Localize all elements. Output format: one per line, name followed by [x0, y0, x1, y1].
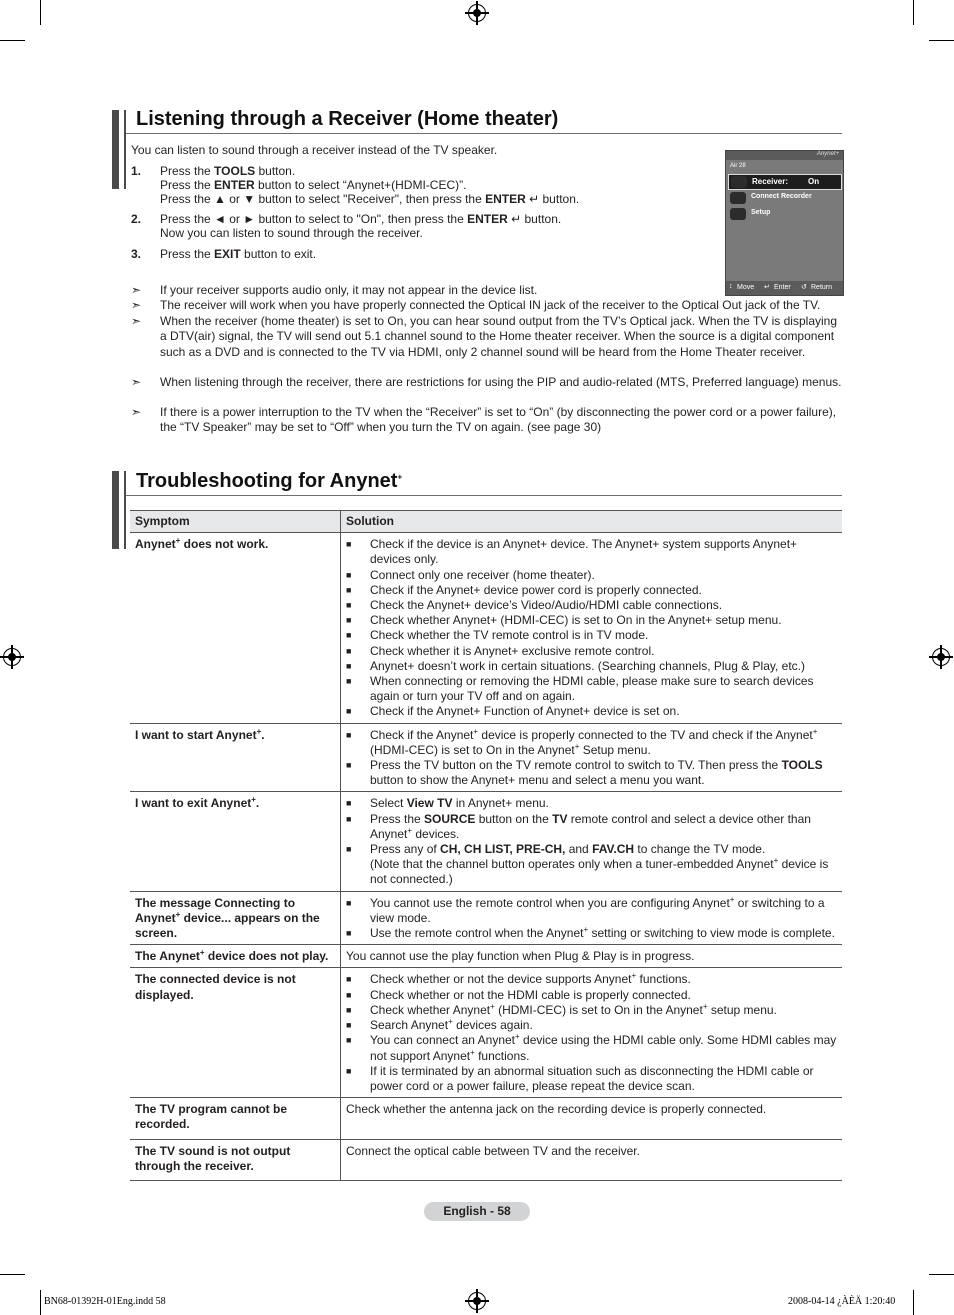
osd-row-connect-recorder — [728, 191, 840, 205]
solution-cell: Check whether the antenna jack on the recording device is properly connected. — [341, 1098, 843, 1139]
registration-mark-icon — [932, 648, 950, 666]
list-item: ■ Press the TV button on the TV remote control to switch to TV. Then press the TOOLS button to show the Anynet+ menu and select a menu you want. — [346, 758, 837, 788]
note-1 — [131, 283, 843, 298]
step-number: 3. — [131, 247, 142, 261]
registration-mark-icon — [468, 1292, 486, 1310]
enter-icon: ↵ — [529, 192, 540, 206]
crop-mark — [0, 40, 25, 41]
troubleshooting-table — [130, 510, 842, 1181]
page-number-badge: English - 58 — [424, 1202, 530, 1221]
table-row — [130, 533, 842, 723]
note-2 — [131, 298, 843, 313]
recorder-icon — [730, 192, 746, 204]
table-row — [130, 1098, 842, 1139]
enter-icon: ↵ — [511, 212, 522, 226]
table-row — [130, 945, 842, 968]
crop-mark — [40, 0, 41, 25]
note-arrow-icon: ➣ — [131, 298, 142, 312]
solution-header: Solution — [341, 511, 843, 533]
note-text: When the receiver (home theater) is set to On, you can hear sound output from the TV’s Optical jack. When the TV is displaying a DTV(air) signal, the TV will send out 5.1 channel sound to the Home theater receiver. When the source is a digital component such as a DVD and is connected to the TV via HDMI, only 2 channel sound will be heard from the Home Theater receiver. — [160, 314, 838, 359]
note-3 — [131, 314, 843, 360]
list-item: ■ Press any of CH, CH LIST, PRE-CH, and FAV.CH to change the TV mode. (Note that the channel button operates only when a tuner-embedded Anynet+ device is not connected.) — [346, 842, 837, 888]
step-1 — [131, 164, 701, 208]
crop-mark — [929, 1274, 954, 1275]
table-row — [130, 723, 842, 792]
solution-cell — [341, 968, 843, 1098]
step-line: Now you can listen to sound through the receiver. — [160, 226, 423, 240]
osd-row-label: Setup — [751, 209, 771, 216]
list-item: ■ Select View TV in Anynet+ menu. — [346, 796, 837, 811]
gear-icon — [730, 208, 746, 220]
section-marker-bar — [119, 471, 124, 549]
enter-icon: ↵ — [764, 284, 770, 291]
list-item: ■ Check if the Anynet+ device power cord is properly connected. — [346, 583, 837, 598]
section-title-troubleshooting — [136, 470, 402, 493]
step-number: 2. — [131, 212, 142, 226]
note-arrow-icon: ➣ — [131, 375, 142, 389]
osd-row-label: Connect Recorder — [751, 193, 812, 200]
section-title-text: Troubleshooting for Anynet — [136, 470, 398, 492]
osd-brand: Anynet+ — [816, 151, 839, 157]
symptom-cell: The Anynet+ device does not play. — [130, 945, 341, 968]
symptom-cell: I want to exit Anynet+. — [130, 792, 341, 891]
list-item: ■ Check if the device is an Anynet+ device. The Anynet+ system supports Anynet+ devices only. — [346, 537, 837, 567]
section-marker-bar — [119, 110, 124, 189]
date-slug: 2008-04-14 ¿ÀÈÄ 1:20:40 — [788, 1296, 896, 1307]
step-2 — [131, 212, 701, 242]
symptom-header: Symptom — [130, 511, 341, 533]
symptom-cell: Anynet+ does not work. — [130, 533, 341, 723]
note-text: When listening through the receiver, there are restrictions for using the PIP and audio-related (MTS, Preferred language) menus. — [160, 375, 842, 389]
table-row — [130, 792, 842, 891]
speaker-icon — [731, 176, 747, 188]
symptom-cell: The TV program cannot be recorded. — [130, 1098, 341, 1139]
note-arrow-icon: ➣ — [131, 314, 142, 328]
registration-mark-icon — [468, 4, 486, 22]
crop-mark — [40, 1290, 41, 1315]
file-slug: BN68-01392H-01Eng.indd 58 — [44, 1296, 166, 1307]
step-text: Press the EXIT button to exit. — [160, 247, 317, 261]
list-item: ■ Check the Anynet+ device’s Video/Audio/HDMI cable connections. — [346, 598, 837, 613]
list-item: ■ Press the SOURCE button on the TV remote control and select a device other than Anynet+ devices. — [346, 812, 837, 842]
step-3 — [131, 247, 701, 263]
solution-cell: Connect the optical cable between TV and the receiver. — [341, 1139, 843, 1180]
list-item: ■ You can connect an Anynet+ device using the HDMI cable only. Some HDMI cables may not support Anynet+ functions. — [346, 1033, 837, 1063]
crop-mark — [929, 40, 954, 41]
osd-channel: Air 28 — [730, 163, 746, 169]
registration-mark-icon — [3, 648, 21, 666]
list-item: ■ Check whether the TV remote control is in TV mode. — [346, 628, 837, 643]
solution-cell — [341, 533, 843, 723]
section-rule — [126, 495, 842, 496]
list-item: ■ If it is terminated by an abnormal situation such as disconnecting the HDMI cable or power cord or a power failure, please repeat the device scan. — [346, 1064, 837, 1094]
crop-mark — [913, 1290, 914, 1315]
osd-footer-enter: Enter — [774, 284, 791, 291]
note-arrow-icon: ➣ — [131, 405, 142, 419]
crop-mark — [913, 0, 914, 25]
list-item: ■ When connecting or removing the HDMI cable, please make sure to search devices again or turn your TV off and on again. — [346, 674, 837, 704]
list-item: ■ Check whether it is Anynet+ exclusive remote control. — [346, 644, 837, 659]
osd-row-label: Receiver: — [752, 177, 789, 186]
table-row — [130, 1139, 842, 1180]
title-superscript: + — [397, 472, 403, 482]
step-text: Press the ◄ or ► button to select to "On", then press the ENTER ↵ button. Now you can listen to sound through the receiver. — [160, 212, 720, 240]
note-4 — [131, 375, 843, 390]
list-item: ■ Search Anynet+ devices again. — [346, 1018, 837, 1033]
list-item: ■ Anynet+ doesn’t work in certain situations. (Searching channels, Plug & Play, etc.) — [346, 659, 837, 674]
solution-cell — [341, 891, 843, 945]
section-title-receiver: Listening through a Receiver (Home theater) — [136, 108, 559, 130]
list-item: ■ Check whether Anynet+ (HDMI-CEC) is set to On in the Anynet+ setup menu. — [346, 613, 837, 628]
symptom-cell: I want to start Anynet+. — [130, 723, 341, 792]
list-item: ■ Check whether Anynet+ (HDMI-CEC) is set to On in the Anynet+ setup menu. — [346, 1003, 837, 1018]
return-icon: ↺ — [801, 284, 807, 291]
note-text: If there is a power interruption to the TV when the “Receiver” is set to “On” (by disconnecting the power cord or a power failure), the “TV Speaker” may be set to “Off” when you turn the TV on again. (see page 30) — [160, 405, 837, 435]
osd-footer-move: Move — [737, 284, 755, 291]
osd-row-receiver — [728, 174, 842, 190]
crop-mark — [0, 1274, 25, 1275]
anynet-osd-screenshot — [725, 150, 844, 296]
osd-header — [726, 151, 843, 160]
symptom-cell: The TV sound is not output through the receiver. — [130, 1139, 341, 1180]
solution-cell — [341, 792, 843, 891]
osd-row-setup — [728, 207, 840, 221]
list-item: ■ Check whether or not the device supports Anynet+ functions. — [346, 972, 837, 987]
osd-row-value: On — [808, 177, 820, 186]
list-item: ■ Use the remote control when the Anynet+ setting or switching to view mode is complete. — [346, 926, 837, 941]
list-item: ■ Connect only one receiver (home theater). — [346, 568, 837, 583]
solution-cell — [341, 723, 843, 792]
solution-cell: You cannot use the play function when Plug & Play is in progress. — [341, 945, 843, 968]
table-row — [130, 891, 842, 945]
note-5 — [131, 405, 843, 436]
note-text: The receiver will work when you have properly connected the Optical IN jack of the receiver to the Optical Out jack of the TV. — [160, 298, 821, 312]
table-row — [130, 968, 842, 1098]
list-item: ■ Check if the Anynet+ Function of Anynet+ device is set on. — [346, 704, 837, 719]
list-item: ■ Check if the Anynet+ device is properly connected to the TV and check if the Anynet+ (HDMI-CEC) is set to On in the Anynet+ Setup menu. — [346, 728, 837, 758]
section-rule — [126, 133, 842, 134]
step-text: Press the TOOLS button. Press the ENTER button to select “Anynet+(HDMI-CEC)”. Press the ▲ or ▼ button to select "Receiver", then press the ENTER ↵ button. — [160, 164, 580, 206]
symptom-cell: The message Connecting to Anynet+ device... appears on the screen. — [130, 891, 341, 945]
osd-footer-return: Return — [811, 284, 833, 291]
step-number: 1. — [131, 164, 142, 178]
table-header-row — [130, 511, 842, 533]
list-item: ■ You cannot use the remote control when you are configuring Anynet+ or switching to a view mode. — [346, 896, 837, 926]
note-text: If your receiver supports audio only, it may not appear in the device list. — [160, 283, 538, 297]
note-arrow-icon: ➣ — [131, 283, 142, 297]
symptom-cell: The connected device is not displayed. — [130, 968, 341, 1098]
intro-text: You can listen to sound through a receiver instead of the TV speaker. — [131, 143, 498, 157]
list-item: ■ Check whether or not the HDMI cable is properly connected. — [346, 988, 837, 1003]
move-icon: ↕ — [729, 283, 733, 290]
